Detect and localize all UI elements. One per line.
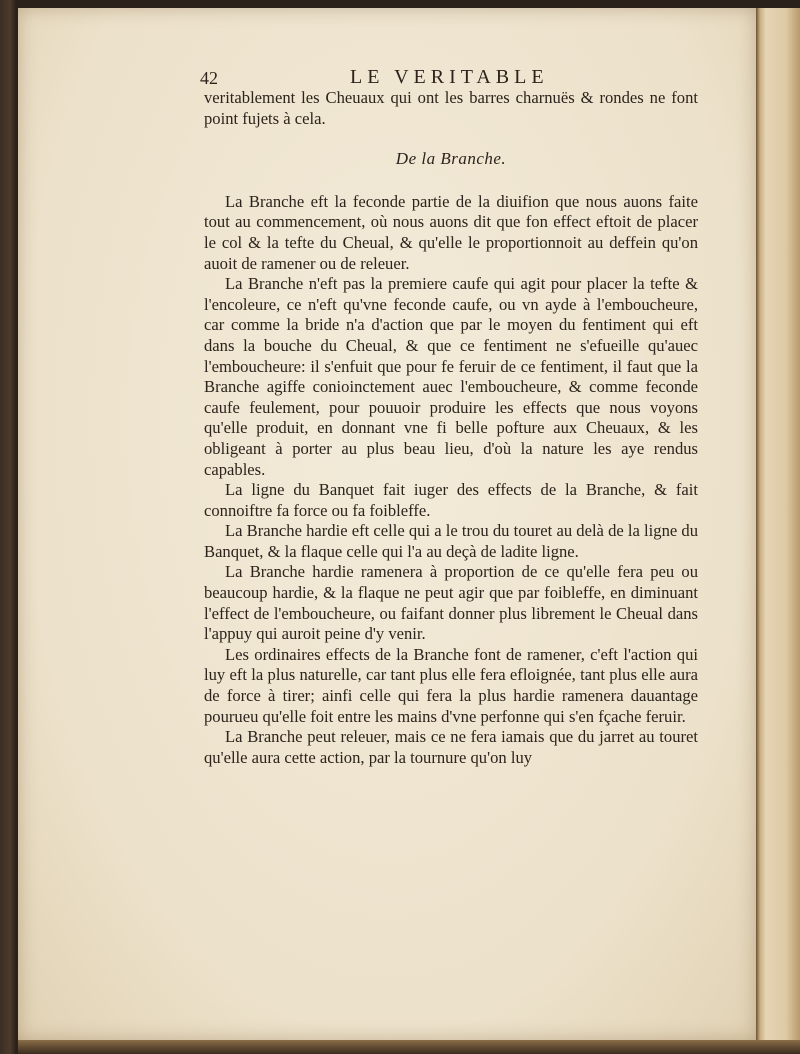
continuation-paragraph: veritablement les Cheuaux qui ont les barres charnuës & rondes ne font point fujets à cela. — [204, 88, 698, 128]
page-number: 42 — [200, 68, 218, 88]
running-title: LE VERITABLE — [350, 66, 549, 88]
paragraph: La Branche n'eft pas la premiere caufe qui agit pour placer la tefte & l'encoleure, ce n'eft qu'vne feconde caufe, ou vn ayde à l'emboucheure, car comme la bride n'a d'action que par le moyen du fentiment qui eft dans la bouche du Cheual, & que ce fentiment ne s'efueille qu'auec l'emboucheure: il s'enfuit que pour fe feruir de ce fentiment, il faut que la Branche agiffe conioinctement auec l'emboucheure, & comme feconde caufe feulement, pour pouuoir produire les effects que nous voyons qu'elle produit, en donnant vne fi belle pofture aux Cheuaux, & les obligeant à porter au plus beau lieu, d'où la nature les aye rendus capables. — [204, 274, 698, 479]
paragraph: La Branche eft la feconde partie de la diuifion que nous auons faite tout au commencement, où nous auons dit que fon effect eftoit de placer le col & la tefte du Cheual, & qu'elle le proportionnoit au deffein qu'on auoit de ramener ou de releuer. — [204, 191, 698, 273]
facing-page-edge — [756, 8, 800, 1040]
paragraph: La Branche hardie ramenera à proportion de ce qu'elle fera peu ou beaucoup hardie, & la flaque ne peut agir que par foibleffe, en diminuant l'effect de l'emboucheure, ou faifant donner plus librement le Cheual dans l'appuy qui auroit peine d'y venir. — [204, 562, 698, 644]
section-heading: De la Branche. — [395, 149, 507, 169]
paragraph: La ligne du Banquet fait iuger des effects de la Branche, & fait connoiftre fa force ou fa foibleffe. — [204, 480, 698, 520]
paragraph: La Branche hardie eft celle qui a le trou du touret au delà de la ligne du Banquet, & la flaque celle qui l'a au deçà de ladite ligne. — [204, 521, 698, 561]
book-bottom-edge — [18, 1040, 800, 1054]
paragraph: Les ordinaires effects de la Branche font de ramener, c'eft l'action qui luy eft la plus naturelle, car tant plus elle fera efloignée, tant plus elle aura de force à tirer; ainfi celle qui fera la plus hardie ramenera dauantage pourueu qu'elle foit entre les mains d'vne perfonne qui s'en fçache feruir. — [204, 644, 698, 726]
page-text — [204, 88, 698, 768]
paragraph: La Branche peut releuer, mais ce ne fera iamais que du jarret au touret qu'elle aura cette action, par la tournure qu'on luy — [204, 727, 698, 767]
